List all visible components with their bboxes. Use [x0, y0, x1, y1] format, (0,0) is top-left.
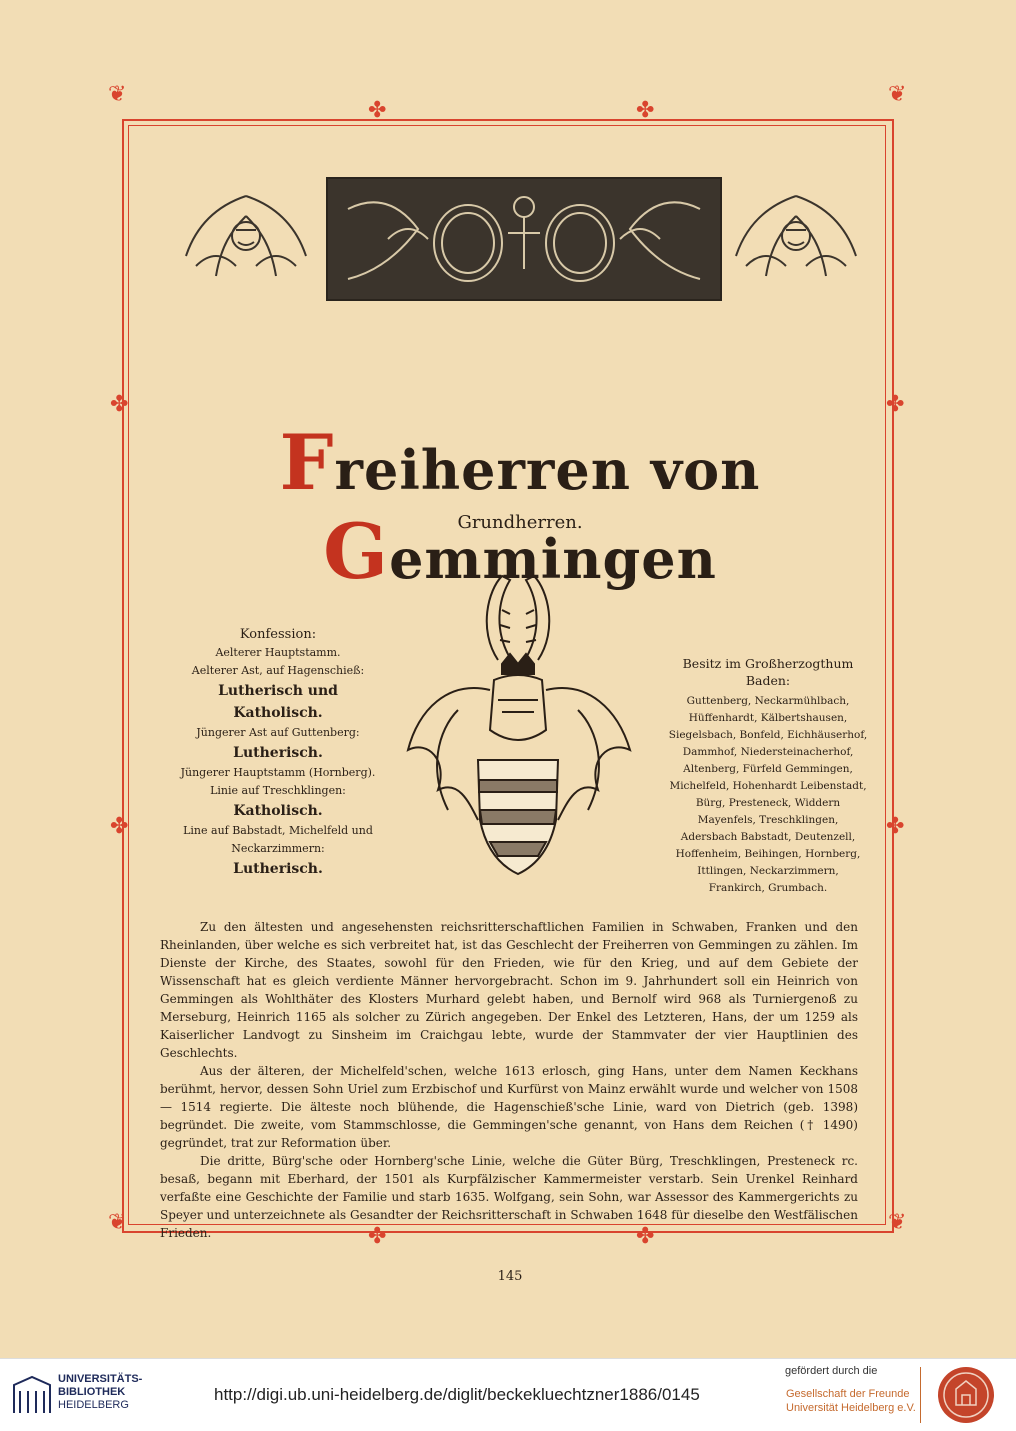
paragraph: Zu den ältesten und angesehensten reichsritterschaftlichen Familien in Schwaben, Franken und den Rheinlanden, über welche es sich verbreitet hat, ist das Geschlecht der Freiherren von Gemmingen zu zählen. Im Dienste der Kirche, des Staates, sowohl für den Frieden, wie für den Krieg, und auf dem Gebiete der Wissenschaft hat es gleich verdiente Männer hervorgebracht. Schon im 9. Jahrhundert soll ein Heinrich von Gemmingen als Wohlthäter des Klosters Murhard gelebt haben, und Bernolf wird 968 als Turniergenoß zu Merseburg, Heinrich 1165 als solcher zu Zürich angegeben. Der Enkel des Letzteren, Hans, der um 1259 als Kaiserlicher Landvogt zu Sinsheim im Craichgau lebte, wurde der Stammvater der vier Hauptlinien des Geschlechts.	[160, 920, 858, 1060]
confession-line: Aelterer Ast, auf Hagenschieß:	[191, 664, 365, 677]
confession-column	[178, 626, 378, 880]
title-text-part2: emmingen	[389, 527, 717, 591]
confession-line: Jüngerer Ast auf Guttenberg:	[196, 726, 360, 739]
confession-line: Aelterer Hauptstamm.	[215, 646, 341, 659]
title-text-part1: reiherren von	[334, 438, 761, 502]
possessions-column	[668, 655, 868, 897]
society-line: Universität Heidelberg e.V.	[786, 1402, 916, 1414]
confession-heading: Konfession:	[239, 627, 317, 642]
university-seal-icon[interactable]	[936, 1365, 996, 1425]
possessions-list: Guttenberg, Neckarmühlbach, Hüffenhardt, Kälbertshausen, Siegelsbach, Bonfeld, Eichhäuserhof, Dammhof, Niedersteinacherhof, Altenberg, Fürfeld Gemmingen, Michelfeld, Hohenhardt Leibenstadt, Bürg, Presteneck, Widdern Mayenfels, Treschklingen, Adersbach Babstadt, Deutenzell, Hoffenheim, Beihingen, Hornberg, Ittlingen, Neckarzimmern, Frankirch, Grumbach.	[668, 695, 868, 894]
confession-line: Jüngerer Hauptstamm (Hornberg).	[180, 766, 376, 779]
document-url-link[interactable]: http://digi.ub.uni-heidelberg.de/diglit/beckekluechtzner1886/0145	[214, 1385, 700, 1404]
edge-ornament-icon: ✤	[636, 1224, 655, 1249]
corner-ornament-icon: ❦	[888, 1210, 907, 1235]
library-logo-icon	[10, 1373, 54, 1417]
edge-ornament-icon: ✤	[110, 814, 129, 839]
confession-line: Lutherisch.	[233, 861, 323, 877]
coat-of-arms-icon	[398, 570, 638, 880]
confession-line: Line auf Babstadt, Michelfeld und Neckarzimmern:	[183, 824, 373, 855]
confession-line: Lutherisch und Katholisch.	[218, 683, 338, 721]
subtitle: Grundherren.	[457, 512, 583, 533]
edge-ornament-icon: ✤	[368, 1224, 387, 1249]
title-initial-g: G	[323, 507, 390, 596]
banner-ornament-icon	[328, 179, 720, 299]
library-line: HEIDELBERG	[58, 1399, 129, 1411]
sponsor-label: gefördert durch die	[785, 1365, 878, 1377]
confession-line: Lutherisch.	[233, 745, 323, 761]
society-line: Gesellschaft der Freunde	[786, 1388, 910, 1400]
title-initial-f: F	[279, 418, 335, 507]
confession-line: Linie auf Treschklingen:	[210, 784, 346, 797]
corner-ornament-icon: ❦	[108, 82, 127, 107]
paragraph: Die dritte, Bürg'sche oder Hornberg'sche Linie, welche die Güter Bürg, Treschklingen, Presteneck rc. besaß, begann mit Eberhard, der 1501 als Kurpfälzischer Kammermeister verstarb. Sein Urenkel Reinhard verfaßte eine Geschichte der Familie und starb 1635. Wolfgang, sein Sohn, war Assessor des Kammergerichts zu Speyer und unterzeichnete als Gesandter der Reichsritterschaft in Schwaben 1648 für dieselbe den Westfälischen Frieden.	[160, 1154, 858, 1240]
footer-divider	[920, 1367, 921, 1423]
edge-ornament-icon: ✤	[636, 98, 655, 123]
society-name[interactable]	[786, 1387, 916, 1415]
possessions-heading: Besitz im Großherzogthum Baden:	[682, 656, 854, 688]
corner-ornament-icon: ❦	[888, 82, 907, 107]
confession-line: Katholisch.	[233, 803, 323, 819]
edge-ornament-icon: ✤	[886, 392, 905, 417]
library-line: BIBLIOTHEK	[58, 1386, 126, 1398]
library-line: UNIVERSITÄTS-	[58, 1373, 143, 1385]
right-foliage-ornament-icon	[726, 186, 866, 286]
footer-bar	[0, 1358, 1016, 1431]
decorative-banner	[326, 177, 722, 301]
edge-ornament-icon: ✤	[368, 98, 387, 123]
edge-ornament-icon: ✤	[886, 814, 905, 839]
edge-ornament-icon: ✤	[110, 392, 129, 417]
body-text	[160, 918, 858, 1242]
corner-ornament-icon: ❦	[108, 1210, 127, 1235]
left-foliage-ornament-icon	[176, 186, 316, 286]
page-number: 145	[497, 1269, 523, 1284]
paragraph: Aus der älteren, der Michelfeld'schen, welche 1613 erlosch, ging Hans, unter dem Namen Keckhans berühmt, hervor, dessen Sohn Uriel zum Erzbischof und Kurfürst von Mainz erwählt wurde und welcher von 1508 — 1514 regierte. Die älteste noch blühende, die Hagenschieß'sche Linie, ward von Dietrich (geb. 1398) begründet. Die zweite, vom Stammschlosse, die Gemmingen'sche genannt, von Hans dem Reichen († 1490) gegründet, trat zur Reformation über.	[160, 1064, 858, 1150]
library-name[interactable]	[58, 1373, 142, 1412]
